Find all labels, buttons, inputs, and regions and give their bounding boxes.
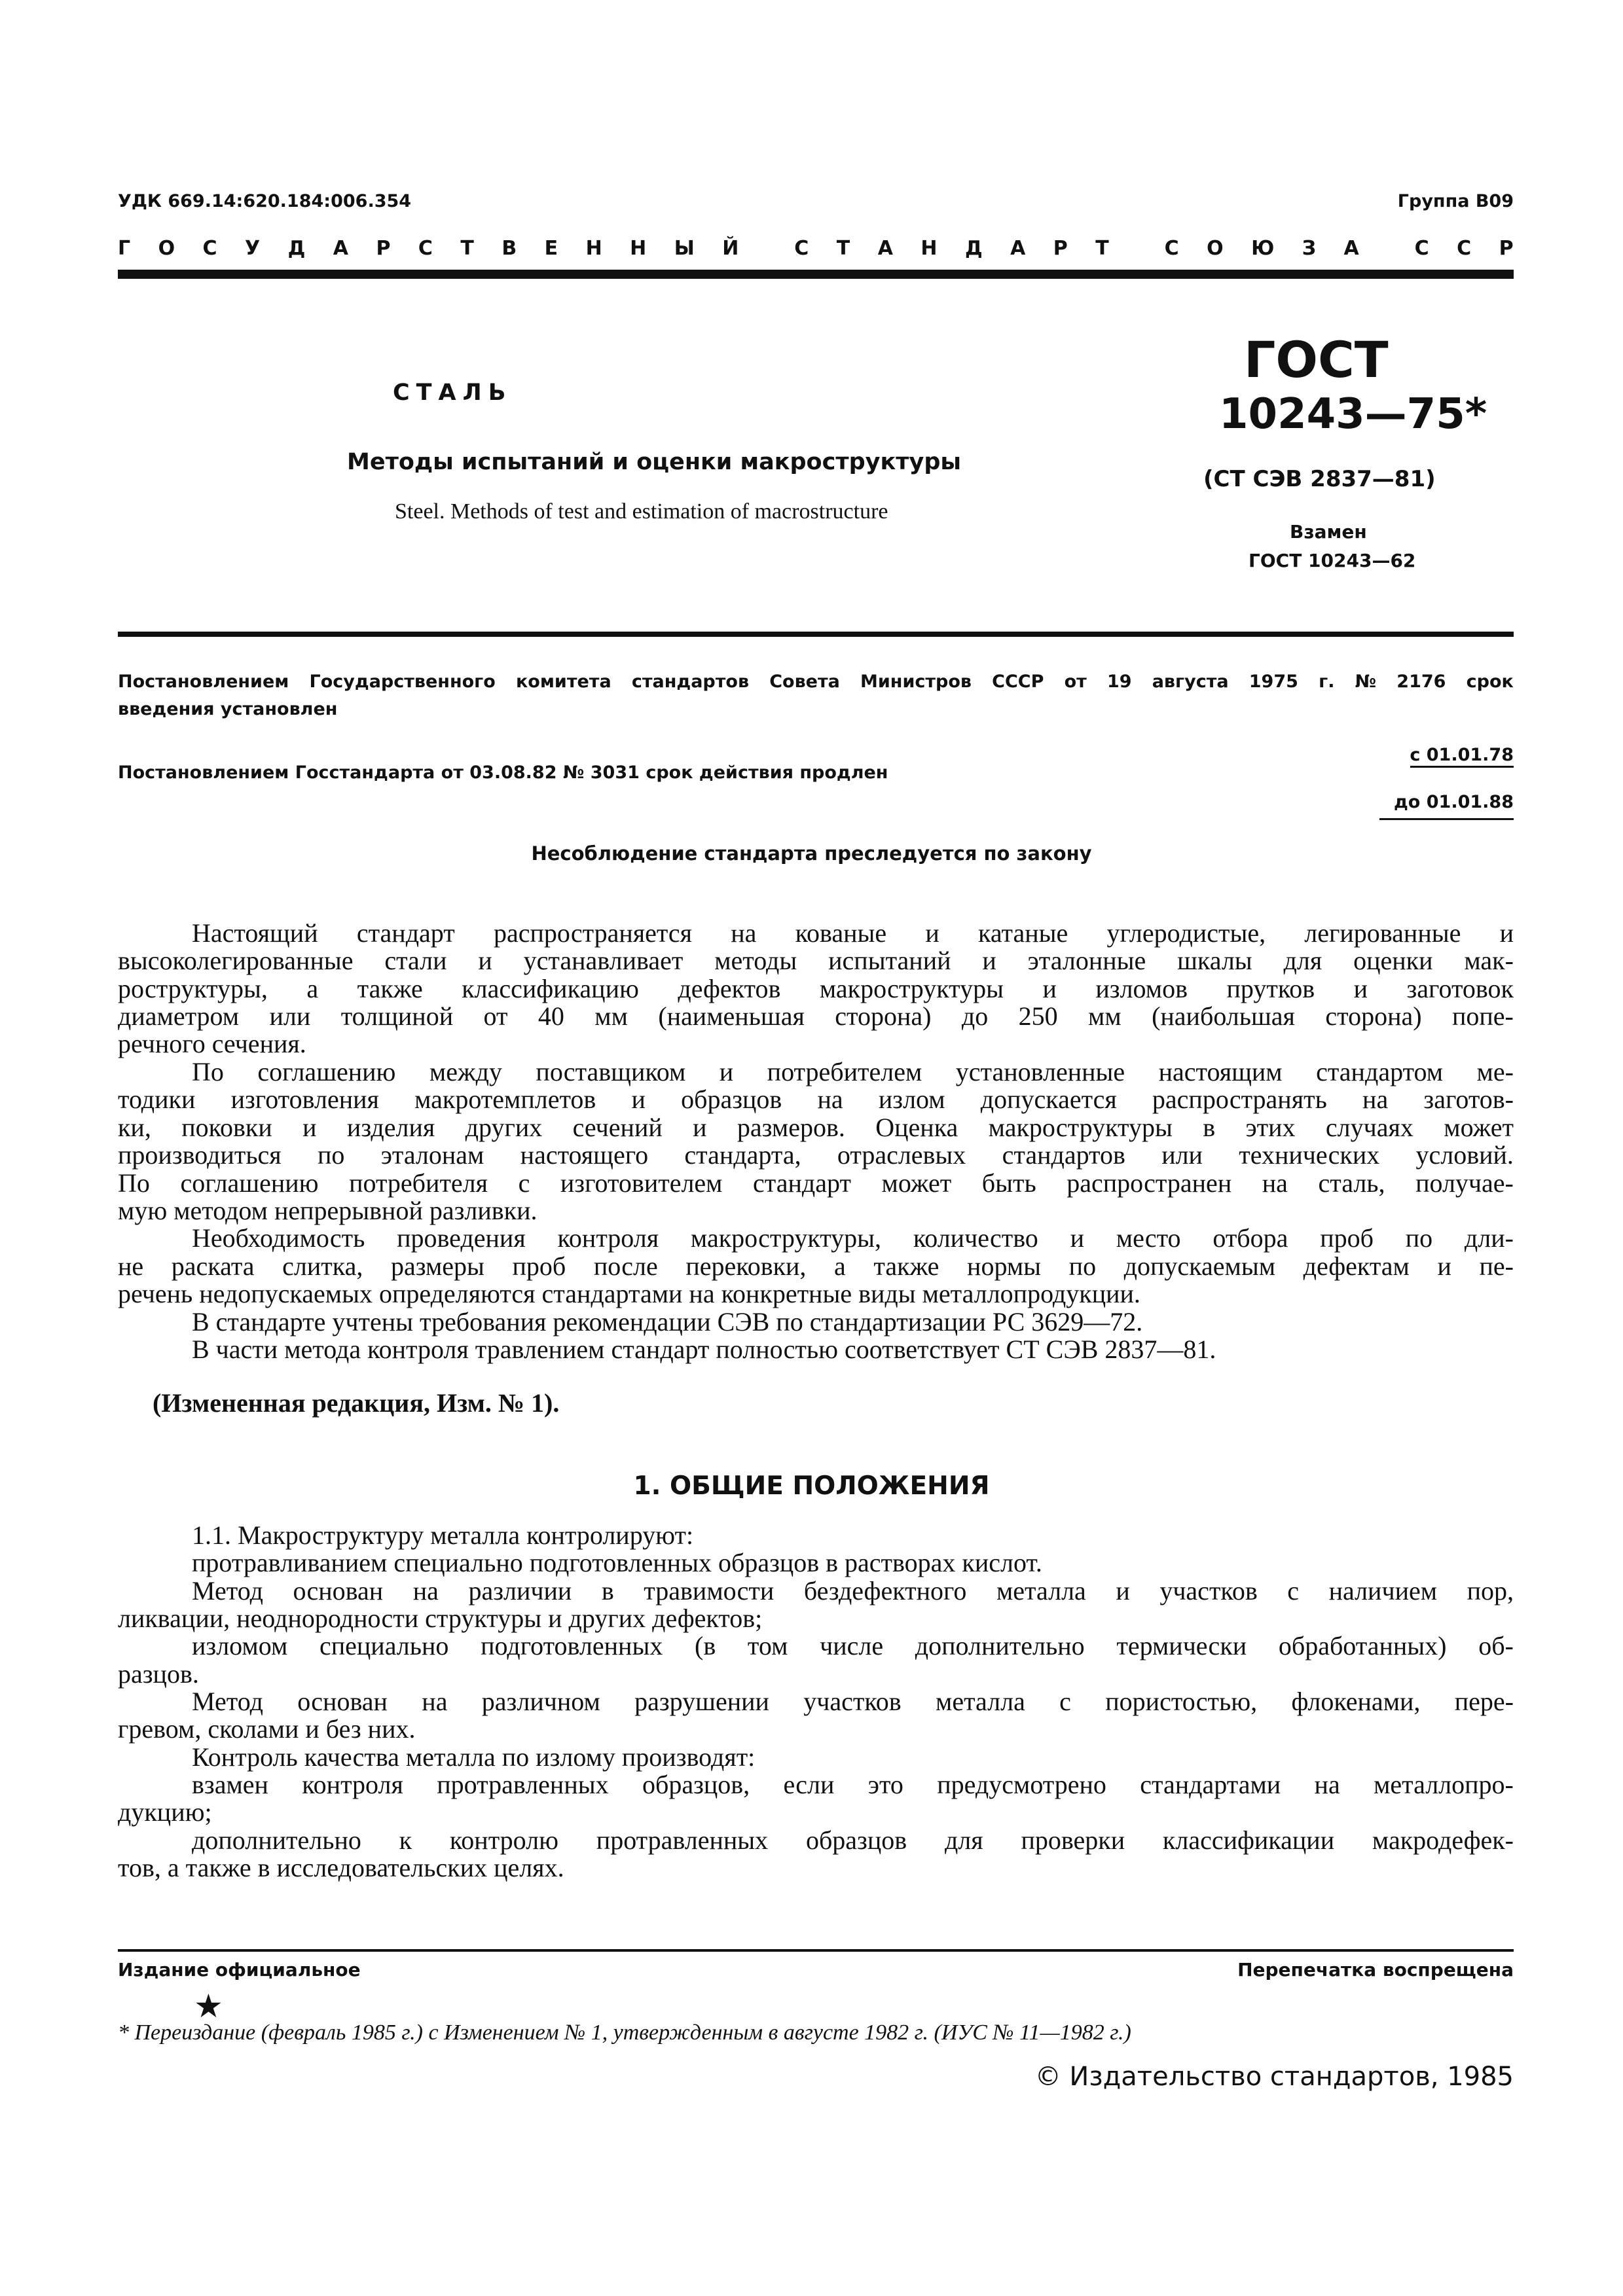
text-line [118, 945, 1514, 976]
header-letter: Н [630, 237, 647, 260]
resolution-word: от [1064, 672, 1087, 692]
word: углеродистые, [1106, 918, 1266, 948]
word: дополнительно [192, 1825, 361, 1855]
footnote: * Переиздание (февраль 1985 г.) с Изменением № 1, утвержденным в августе 1982 г. (ИУС № 11—1982 г.) [118, 2020, 1131, 2045]
text-line [118, 1001, 1514, 1031]
word: и [982, 946, 996, 975]
text-line: разцов. [118, 1659, 199, 1689]
word: различном [481, 1687, 600, 1716]
word: методы [714, 946, 797, 975]
word: между [429, 1057, 502, 1086]
header-letter: С [1164, 237, 1179, 260]
word: 40 [538, 1001, 564, 1031]
text-line: В стандарте учтены требования рекомендации СЭВ по стандартизации РС 3629—72. [192, 1307, 1143, 1336]
word: эталонам [380, 1140, 484, 1170]
word: и [719, 1057, 734, 1086]
word: других [465, 1113, 543, 1142]
word: специально [319, 1631, 449, 1660]
word: изломом [192, 1631, 288, 1660]
text-line: речень недопускаемых определяются стандартами на конкретные виды металлопродукции. [118, 1279, 1140, 1308]
word: быть [981, 1168, 1036, 1198]
resolution-word: СССР [992, 672, 1044, 692]
header-letter: О [158, 237, 175, 260]
word: и [631, 1085, 646, 1114]
word: Метод [192, 1687, 263, 1716]
word: дли- [1464, 1223, 1514, 1253]
text-line [118, 1112, 1514, 1143]
word: основан [297, 1687, 388, 1716]
word: участков [1159, 1576, 1258, 1605]
word: образцов [805, 1825, 907, 1855]
document-subject: СТАЛЬ [393, 380, 513, 406]
word: бездефектного [803, 1576, 967, 1605]
text-line: мую методом непрерывной разливки. [118, 1196, 538, 1225]
legal-notice: Несоблюдение стандарта преследуется по закону [531, 842, 1092, 865]
word: контролю [449, 1825, 558, 1855]
word: различии [468, 1576, 572, 1605]
word: и [1437, 1251, 1451, 1281]
word: мак- [1464, 946, 1514, 975]
text-line [192, 1686, 1514, 1717]
resolution-line-2: Постановлением Госстандарта от 03.08.82 № 3031 срок действия продлен [118, 762, 888, 783]
text-line [192, 1223, 1514, 1253]
amendment-note: (Измененная редакция, Изм. № 1). [153, 1388, 560, 1418]
word: настоящего [520, 1140, 649, 1170]
word: участков [803, 1687, 902, 1716]
word: ме- [1476, 1057, 1514, 1086]
word: поковки [181, 1113, 272, 1142]
word: и [302, 1113, 317, 1142]
word: Настоящий [192, 918, 318, 948]
word: по [1405, 1223, 1433, 1253]
word: ки, [118, 1113, 151, 1142]
word: прутков [1226, 974, 1315, 1003]
header-letter: Й [722, 237, 739, 260]
header-letter: Р [376, 237, 391, 260]
word: числе [820, 1631, 884, 1660]
header-rule [118, 270, 1514, 279]
resolution-word: Совета [769, 672, 840, 692]
text-line [192, 1630, 1514, 1661]
word: условий. [1415, 1140, 1514, 1170]
word: по [1068, 1251, 1097, 1281]
word: допускается [980, 1085, 1117, 1114]
header-letter: С [1414, 237, 1429, 260]
header-letter: В [501, 237, 517, 260]
word: соглашению [257, 1057, 396, 1086]
word: высоколегированные [118, 946, 354, 975]
word: стандарта, [684, 1140, 801, 1170]
word: сталь, [1318, 1168, 1385, 1198]
header-letter: С [1457, 237, 1472, 260]
word: также [357, 974, 423, 1003]
header-letter: Н [921, 237, 938, 260]
word: не [118, 1251, 144, 1281]
word: Необходимость [192, 1223, 365, 1253]
word: или [1161, 1140, 1203, 1170]
word: для [944, 1825, 983, 1855]
word: с [1287, 1576, 1300, 1605]
header-letter: А [333, 237, 349, 260]
group-code: Группа В09 [1397, 191, 1514, 211]
header-letter: Д [964, 237, 983, 260]
resolution-word: 1975 [1249, 672, 1298, 692]
word: распространяется [493, 918, 693, 948]
word: получае- [1415, 1168, 1514, 1198]
document-title: Методы испытаний и оценки макроструктуры [347, 449, 962, 475]
header-letter: А [1010, 237, 1026, 260]
resolution-line-1 [118, 672, 1514, 692]
word: сторона) [835, 1001, 932, 1031]
word: роструктуры, [118, 974, 268, 1003]
word: и [1499, 918, 1514, 948]
word: образцов, [642, 1770, 750, 1799]
word: на [1262, 1168, 1288, 1198]
word: к [399, 1825, 412, 1855]
word: макродефек- [1372, 1825, 1514, 1855]
header-letter: Т [460, 237, 474, 260]
resolution-line-1b: введения установлен [118, 699, 338, 719]
word: изломов [1095, 974, 1188, 1003]
word: легированные [1304, 918, 1461, 948]
word: металла [936, 1687, 1025, 1716]
word: термически [1116, 1631, 1247, 1660]
word: допускаемым [1123, 1251, 1276, 1281]
word: от [483, 1001, 508, 1031]
resolution-word: срок [1466, 672, 1514, 692]
word: попе- [1451, 1001, 1514, 1031]
word: стандарт [753, 1168, 851, 1198]
word: шкалы [1177, 946, 1252, 975]
word: обработанных) [1278, 1631, 1447, 1660]
word: По [118, 1168, 150, 1198]
word: перековки, [685, 1251, 807, 1281]
title-rule [118, 632, 1514, 637]
word: классификации [1162, 1825, 1335, 1855]
word: По [192, 1057, 224, 1086]
header-letter: З [1302, 237, 1317, 260]
word: а [306, 974, 319, 1003]
word: основан [293, 1576, 384, 1605]
word: на [1314, 1770, 1340, 1799]
text-line: протравливанием специально подготовленных образцов в растворах кислот. [192, 1548, 1042, 1577]
header-letter: Ю [1251, 237, 1275, 260]
word: настоящим [1158, 1057, 1283, 1086]
word: испытаний [828, 946, 951, 975]
word: с [518, 1168, 530, 1198]
resolution-word: 19 [1106, 672, 1132, 692]
text-line [118, 1139, 1514, 1170]
header-letter: Т [1095, 237, 1109, 260]
word: а [834, 1251, 846, 1281]
word: место [1116, 1223, 1181, 1253]
word: дополнительно [915, 1631, 1085, 1660]
resolution-word: № [1355, 672, 1377, 692]
resolution-word: стандартов [631, 672, 750, 692]
resolution-word: Постановлением [118, 672, 289, 692]
resolution-word: Министров [860, 672, 972, 692]
word: протравленных [596, 1825, 769, 1855]
word: Метод [192, 1576, 263, 1605]
gost-number: 10243—75* [1219, 390, 1487, 439]
word: пе- [1479, 1251, 1514, 1281]
word: для [1283, 946, 1322, 975]
word: заготовок [1406, 974, 1514, 1003]
word: Оценка [875, 1113, 958, 1142]
header-letter: Т [836, 237, 850, 260]
text-line [118, 1084, 1514, 1115]
text-line: дукцию; [118, 1797, 212, 1827]
word: взамен [192, 1770, 268, 1799]
text-line [192, 918, 1514, 948]
word: том [747, 1631, 788, 1660]
word: на [817, 1085, 843, 1114]
text-line [118, 1251, 1514, 1282]
word: тодики [118, 1085, 196, 1114]
word: кованые [795, 918, 887, 948]
header-letter: Г [118, 237, 131, 260]
word: с [1059, 1687, 1071, 1716]
word: потребителем [767, 1057, 922, 1086]
word: проведения [397, 1223, 526, 1253]
word: отбора [1213, 1223, 1288, 1253]
resolution-word: г. [1319, 672, 1335, 692]
word: размеров. [737, 1113, 845, 1142]
word: если [783, 1770, 835, 1799]
footer-rule [118, 1949, 1514, 1952]
text-line: тов, а также в исследовательских целях. [118, 1853, 564, 1882]
word: распространен [1067, 1168, 1232, 1198]
word: технических [1239, 1140, 1380, 1170]
text-line: ликвации, неоднородности структуры и других дефектов; [118, 1604, 763, 1633]
word: изделия [346, 1113, 435, 1142]
word: может [881, 1168, 952, 1198]
word: наличием [1328, 1576, 1438, 1605]
word: проб [512, 1251, 566, 1281]
word: или [269, 1001, 311, 1031]
word: случаях [1325, 1113, 1413, 1142]
word: дефектов [678, 974, 781, 1003]
document-title-english: Steel. Methods of test and estimation of macrostructure [395, 499, 888, 524]
replaces-value: ГОСТ 10243—62 [1249, 550, 1416, 571]
header-letter: С [418, 237, 433, 260]
word: стали [384, 946, 447, 975]
word: классификацию [462, 974, 639, 1003]
word: макроструктуры [988, 1113, 1173, 1142]
word: поставщиком [536, 1057, 686, 1086]
date-underline-2 [1379, 818, 1514, 820]
word: макроструктуры, [690, 1223, 882, 1253]
cmea-reference: (СТ СЭВ 2837—81) [1203, 466, 1436, 492]
text-line: Контроль качества металла по излому производят: [192, 1742, 756, 1772]
word: потребителя [349, 1168, 488, 1198]
word: этих [1245, 1113, 1296, 1142]
word: может [1444, 1113, 1514, 1142]
word: и [693, 1113, 707, 1142]
word: (в [695, 1631, 716, 1660]
word: образцов [681, 1085, 782, 1114]
word: толщиной [340, 1001, 454, 1031]
text-line: речного сечения. [118, 1029, 306, 1058]
word: слитка, [282, 1251, 363, 1281]
word: травимости [644, 1576, 775, 1605]
text-line [192, 1575, 1514, 1606]
word: размеры [390, 1251, 484, 1281]
word: сторона) [1325, 1001, 1422, 1031]
word: подготовленных [481, 1631, 663, 1660]
word: пор, [1467, 1576, 1514, 1605]
text-line [192, 1769, 1514, 1800]
word: и [1353, 974, 1368, 1003]
effective-from-date: с 01.01.78 [1410, 745, 1514, 765]
word: стандартами [1140, 1770, 1281, 1799]
word: также [873, 1251, 939, 1281]
word: на [422, 1687, 448, 1716]
text-line [118, 1168, 1514, 1198]
text-line: 1.1. Макроструктуру металла контролируют: [192, 1520, 694, 1550]
word: и [478, 946, 492, 975]
text-line [192, 1056, 1514, 1087]
word: количество [913, 1223, 1038, 1253]
word: макроструктуры [819, 974, 1004, 1003]
word: предусмотрено [937, 1770, 1106, 1799]
header-letter: Д [287, 237, 306, 260]
word: контроля [557, 1223, 659, 1253]
word: оценки [1353, 946, 1433, 975]
section-title: 1. ОБЩИЕ ПОЛОЖЕНИЯ [633, 1471, 990, 1501]
extended-until-date: до 01.01.88 [1394, 792, 1514, 812]
word: макротемплетов [414, 1085, 596, 1114]
word: изготовителем [560, 1168, 723, 1198]
resolution-word: 2176 [1396, 672, 1446, 692]
replaces-label: Взамен [1290, 521, 1367, 543]
header-letter: А [877, 237, 893, 260]
word: катаные [978, 918, 1068, 948]
word: металлопро- [1374, 1770, 1514, 1799]
word: стандартов [1002, 1140, 1125, 1170]
word: производиться [118, 1140, 282, 1170]
gost-label: ГОСТ [1244, 331, 1389, 389]
word: на [1362, 1085, 1389, 1114]
udk-code: УДК 669.14:620.184:006.354 [118, 191, 412, 211]
word: флокенами, [1291, 1687, 1421, 1716]
header-letter: Н [585, 237, 602, 260]
word: изготовления [230, 1085, 379, 1114]
header-letter: А [1343, 237, 1359, 260]
header-letter: О [1207, 237, 1224, 260]
word: металла [996, 1576, 1086, 1605]
word: проверки [1021, 1825, 1125, 1855]
text-line: гревом, сколами и без них. [118, 1714, 416, 1744]
word: заготов- [1423, 1085, 1514, 1114]
word: эталонные [1027, 946, 1146, 975]
resolution-word: комитета [515, 672, 611, 692]
word: устанавливает [523, 946, 684, 975]
word: установленные [955, 1057, 1125, 1086]
word: после [593, 1251, 658, 1281]
word: на [412, 1576, 439, 1605]
word: об- [1478, 1631, 1514, 1660]
header-letter: Р [1053, 237, 1068, 260]
word: стандарт [356, 918, 455, 948]
word: мм [1088, 1001, 1122, 1031]
word: излом [878, 1085, 945, 1114]
header-letter: С [794, 237, 809, 260]
word: (наименьшая [658, 1001, 805, 1031]
word: и [1070, 1223, 1084, 1253]
word: и [925, 918, 939, 948]
word: сечений [572, 1113, 663, 1142]
word: нормы [967, 1251, 1042, 1281]
header-letter: У [245, 237, 261, 260]
header-letter: Р [1499, 237, 1514, 260]
header-letter: С [202, 237, 217, 260]
word: пере- [1454, 1687, 1514, 1716]
word: и [1042, 974, 1057, 1003]
state-standard-header [118, 237, 1514, 260]
reprint-prohibited-label: Перепечатка воспрещена [1237, 1959, 1514, 1981]
word: по [318, 1140, 345, 1170]
word: соглашению [180, 1168, 319, 1198]
text-line: В части метода контроля травлением стандарт полностью соответствует СТ СЭВ 2837—81. [192, 1335, 1216, 1364]
text-line [192, 1825, 1514, 1856]
word: пористостью, [1105, 1687, 1258, 1716]
word: раската [171, 1251, 255, 1281]
word: до [961, 1001, 989, 1031]
word: контроля [302, 1770, 403, 1799]
word: 250 [1018, 1001, 1058, 1031]
word: отраслевых [837, 1140, 966, 1170]
word: в [1203, 1113, 1216, 1142]
header-letter: Ы [674, 237, 695, 260]
text-line [118, 973, 1514, 1004]
word: проб [1320, 1223, 1374, 1253]
word: на [731, 918, 757, 948]
word: и [1116, 1576, 1130, 1605]
word: дефектам [1303, 1251, 1410, 1281]
word: стандартом [1316, 1057, 1444, 1086]
publisher-copyright: © Издательство стандартов, 1985 [1034, 2062, 1514, 2092]
star-icon: ★ [194, 1988, 223, 2024]
word: разрушении [634, 1687, 769, 1716]
word: протравленных [437, 1770, 609, 1799]
resolution-word: августа [1152, 672, 1229, 692]
word: мм [594, 1001, 628, 1031]
word: распространять [1152, 1085, 1327, 1114]
date-underline-1 [1410, 766, 1514, 768]
word: диаметром [118, 1001, 240, 1031]
official-edition-label: Издание официальное [118, 1959, 361, 1981]
word: в [601, 1576, 614, 1605]
resolution-word: Государственного [309, 672, 496, 692]
word: это [867, 1770, 903, 1799]
word: (наибольшая [1152, 1001, 1295, 1031]
header-letter: Е [544, 237, 558, 260]
